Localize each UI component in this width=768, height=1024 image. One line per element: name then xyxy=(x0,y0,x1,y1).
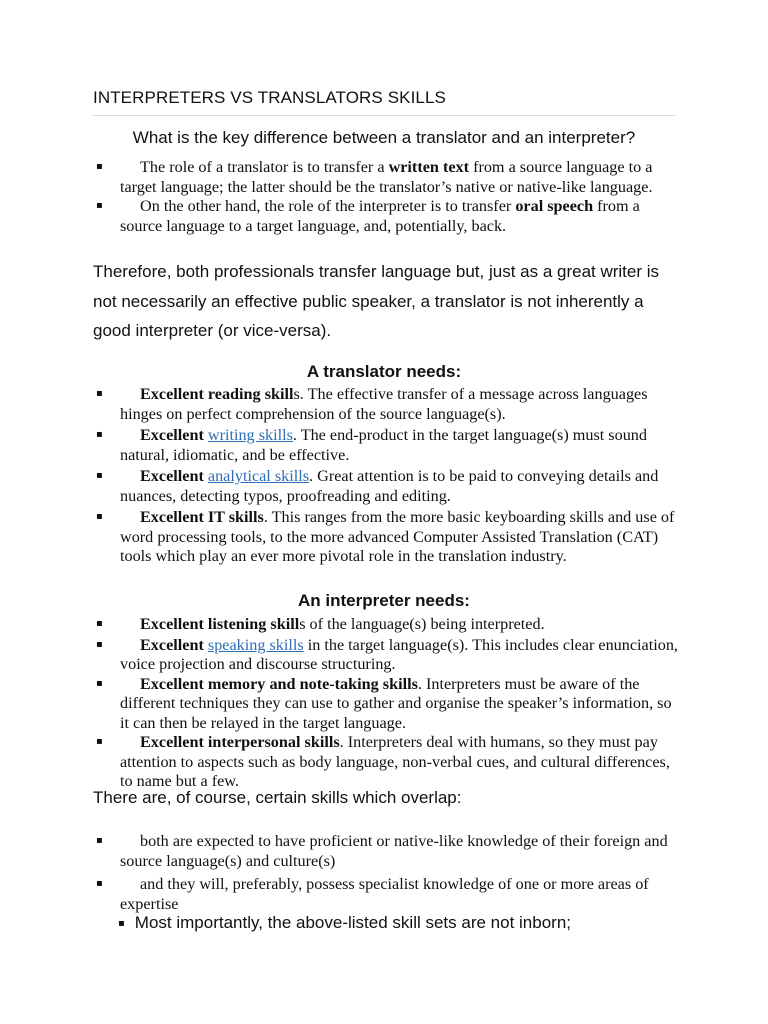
translator-bullet-list xyxy=(0,385,680,567)
list-item: ▪ The role of a translator is to transfer a written text from a source language to a target language; the latter should be the translator’s native or native-like language. xyxy=(96,158,653,196)
analytical-skills-link[interactable]: analytical skills xyxy=(207,467,310,485)
page-title: INTERPRETERS VS TRANSLATORS SKILLS xyxy=(93,88,446,107)
overlap-heading: There are, of course, certain skills which overlap: xyxy=(93,788,462,807)
bullet-icon: ▪ xyxy=(96,511,103,522)
bullet-icon: ▪ xyxy=(96,161,103,172)
intro-bullet-list xyxy=(0,158,680,236)
list-item: ▪ and they will, preferably, possess specialist knowledge of one or more areas of expertise xyxy=(96,875,649,913)
bullet-icon: ▪ xyxy=(96,429,103,440)
overlap-bullet-list xyxy=(0,832,680,914)
bullet-icon: ▪ xyxy=(96,200,103,211)
list-item: ▪ Excellent IT skills. This ranges from the more basic keyboarding skills and use of word processing tools, to the more advanced Computer Assisted Translation (CAT) tools which play an ever more pivotal role in the translation industry. xyxy=(96,508,675,565)
interpreter-bullet-list xyxy=(0,615,680,792)
bullet-icon: ▪ xyxy=(96,618,103,629)
translator-heading: A translator needs: xyxy=(306,362,462,381)
list-item: ▪ Excellent listening skills of the language(s) being interpreted. xyxy=(96,615,545,633)
writing-skills-link[interactable]: writing skills xyxy=(207,426,293,444)
final-bullet: ▪ Most importantly, the above-listed skill sets are not inborn; xyxy=(118,913,571,932)
bullet-icon: ▪ xyxy=(96,638,103,650)
list-item: ▪ Excellent reading skills. The effective transfer of a message across languages hinges on perfect comprehension of the source language(s). xyxy=(96,385,648,423)
bullet-icon: ▪ xyxy=(96,835,103,846)
bullet-icon: ▪ xyxy=(96,470,103,481)
list-item: ▪ On the other hand, the role of the interpreter is to transfer oral speech from a source language to a target language, and, potentially, back. xyxy=(96,197,640,235)
list-item: ▪ Excellent interpersonal skills. Interpreters deal with humans, so they must pay attention to aspects such as body language, non-verbal cues, and cultural differences, to name but a few. xyxy=(96,733,670,790)
speaking-skills-link[interactable]: speaking skills xyxy=(207,635,304,654)
list-item: ▪ both are expected to have proficient or native-like knowledge of their foreign and source language(s) and culture(s) xyxy=(96,832,668,870)
bullet-icon: ▪ xyxy=(96,388,103,399)
bullet-icon: ▪ xyxy=(118,918,125,929)
title-divider xyxy=(93,115,675,116)
bullet-icon: ▪ xyxy=(96,878,103,889)
list-item: ▪ Excellent analytical skills. Great attention is to be paid to conveying details and nuances, detecting typos, proofreading and editing. xyxy=(96,467,659,505)
list-item: ▪ Excellent memory and note-taking skills. Interpreters must be aware of the different techniques they can use to gather and organise the speaker’s information, so it can then be relayed in the target language. xyxy=(96,674,672,732)
question-heading: What is the key difference between a translator and an interpreter? xyxy=(132,128,636,147)
interpreter-heading: An interpreter needs: xyxy=(298,591,470,610)
list-item: ▪ Excellent speaking skills in the target language(s). This includes clear enunciation, voice projection and discourse structuring. xyxy=(96,635,678,673)
therefore-paragraph: Therefore, both professionals transfer language but, just as a great writer is not necessarily an effective public speaker, a translator is not inherently a good interpreter (or vice-versa). xyxy=(93,262,660,340)
bullet-icon: ▪ xyxy=(96,677,103,689)
list-item: ▪ Excellent writing skills. The end-product in the target language(s) must sound natural, idiomatic, and be effective. xyxy=(96,426,647,464)
bullet-icon: ▪ xyxy=(96,736,103,747)
